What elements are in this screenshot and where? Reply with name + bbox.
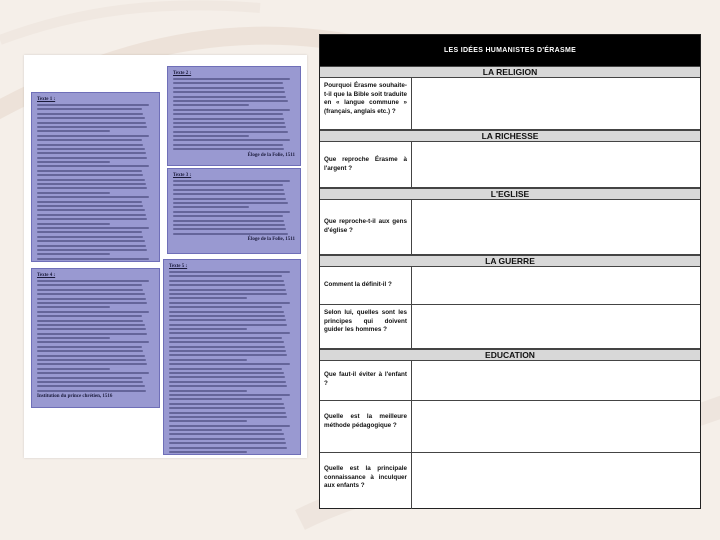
text-line [173, 91, 285, 93]
text-line [37, 187, 147, 189]
text-line [173, 109, 290, 111]
text-line [169, 341, 284, 343]
text-line [37, 253, 110, 255]
text-line [37, 157, 147, 159]
text-line [169, 306, 282, 308]
text-line [37, 293, 145, 295]
text-line [37, 126, 147, 128]
question-row [320, 361, 700, 401]
text-line [37, 236, 143, 238]
text-line [37, 372, 149, 374]
text-line [37, 209, 145, 211]
text-line [169, 311, 284, 313]
text-line [169, 359, 247, 361]
question-row [320, 453, 700, 509]
text-line [37, 165, 149, 167]
text-line [173, 96, 286, 98]
text-line [169, 398, 282, 400]
text-line [37, 196, 149, 198]
text-line [37, 284, 142, 286]
question-label: Que faut-il éviter à l'enfant ? [320, 361, 412, 400]
text-line [37, 289, 143, 291]
text-line [37, 381, 143, 383]
text-line [37, 341, 149, 343]
text-line [173, 126, 286, 128]
text-line [37, 139, 142, 141]
text-line [37, 174, 143, 176]
text-line [173, 215, 283, 217]
section-heading-eglise: L'EGLISE [320, 188, 700, 200]
text-box-title: Texte 1 : [37, 97, 56, 102]
text-box-source: Institution du prince chrétien, 1516 [37, 394, 113, 400]
text-line [37, 280, 149, 282]
text-line [169, 425, 290, 427]
text-line [173, 87, 284, 89]
text-line [173, 148, 284, 150]
text-box-body [173, 78, 295, 150]
text-line [37, 377, 142, 379]
text-line [37, 152, 146, 154]
text-line [173, 78, 290, 80]
text-line [173, 118, 284, 120]
text-line [173, 202, 288, 204]
text-box-3 [167, 168, 301, 254]
text-line [37, 205, 143, 207]
text-line [173, 184, 283, 186]
text-line [169, 420, 247, 422]
text-line [173, 211, 290, 213]
text-line [169, 403, 284, 405]
text-line [173, 189, 284, 191]
text-line [169, 385, 287, 387]
text-line [169, 346, 285, 348]
text-box-title: Texte 4 : [37, 273, 56, 278]
text-line [37, 390, 146, 392]
section-heading-richesse: LA RICHESSE [320, 130, 700, 142]
text-line [37, 218, 147, 220]
source-texts-document [24, 55, 307, 458]
answer-area[interactable] [412, 361, 700, 400]
text-line [173, 104, 249, 106]
question-label: Que reproche-t-il aux gens d'église ? [320, 200, 412, 254]
text-line [169, 297, 247, 299]
text-line [37, 223, 110, 225]
text-line [169, 390, 247, 392]
text-line [37, 258, 149, 260]
text-line [37, 240, 145, 242]
text-line [37, 328, 146, 330]
text-line [169, 337, 282, 339]
question-label: Que reproche Érasme à l'argent ? [320, 142, 412, 187]
text-line [37, 355, 145, 357]
text-box-title: Texte 2 : [173, 71, 192, 76]
text-line [37, 148, 145, 150]
text-box-title: Texte 5 : [169, 264, 188, 269]
question-row [320, 78, 700, 130]
text-line [173, 131, 288, 133]
text-line [169, 368, 282, 370]
text-line [173, 228, 286, 230]
text-line [37, 350, 143, 352]
text-line [173, 220, 284, 222]
text-line [173, 193, 285, 195]
text-line [37, 192, 110, 194]
worksheet [319, 34, 701, 509]
answer-area[interactable] [412, 142, 700, 187]
text-line [37, 130, 110, 132]
section-heading-guerre: LA GUERRE [320, 255, 700, 267]
text-line [173, 113, 283, 115]
text-line [169, 332, 290, 334]
question-row [320, 305, 700, 349]
text-line [173, 139, 290, 141]
text-line [169, 394, 290, 396]
text-box-2 [167, 66, 301, 166]
text-line [169, 302, 290, 304]
text-line [37, 135, 149, 137]
question-label: Selon lui, quelles sont les principes qui doivent guider les hommes ? [320, 305, 412, 348]
text-line [37, 214, 146, 216]
text-line [169, 438, 285, 440]
text-line [37, 363, 147, 365]
text-line [169, 289, 286, 291]
text-box-4 [31, 268, 160, 408]
text-box-source: Éloge de la Folie, 1511 [247, 152, 295, 158]
text-box-title: Texte 3 : [173, 173, 192, 178]
section-heading-education: EDUCATION [320, 349, 700, 361]
answer-area[interactable] [412, 200, 700, 254]
text-line [37, 231, 142, 233]
text-line [169, 293, 287, 295]
text-box-body [37, 280, 154, 392]
text-line [37, 249, 147, 251]
text-box-source: Éloge de la Folie, 1511 [247, 237, 295, 243]
text-box-5 [163, 259, 301, 455]
text-line [37, 179, 145, 181]
text-line [37, 122, 146, 124]
text-line [173, 233, 288, 235]
answer-area[interactable] [412, 78, 700, 129]
text-line [173, 198, 286, 200]
text-line [173, 180, 290, 182]
question-row [320, 267, 700, 305]
text-line [169, 328, 247, 330]
text-box-1 [31, 92, 160, 262]
text-line [173, 206, 249, 208]
text-line [37, 320, 143, 322]
text-line [37, 170, 142, 172]
question-label: Comment la définit-il ? [320, 267, 412, 304]
text-line [173, 82, 283, 84]
text-line [37, 245, 146, 247]
text-line [37, 368, 110, 370]
text-line [37, 385, 145, 387]
text-line [169, 363, 290, 365]
section-heading-religion: LA RELIGION [320, 66, 700, 78]
text-line [169, 416, 287, 418]
text-line [169, 447, 287, 449]
question-label: Quelle est la meilleure méthode pédagogique ? [320, 401, 412, 452]
answer-area[interactable] [412, 267, 700, 304]
question-label: Pourquoi Érasme souhaite-t-il que la Bible soit traduite en « langue commune » (français, anglais etc.) ? [320, 78, 412, 129]
text-line [169, 271, 290, 273]
text-line [37, 311, 149, 313]
text-line [173, 144, 283, 146]
text-line [37, 108, 142, 110]
answer-area[interactable] [412, 305, 700, 348]
answer-area[interactable] [412, 453, 700, 509]
question-row [320, 401, 700, 453]
text-line [37, 315, 142, 317]
answer-area[interactable] [412, 401, 700, 452]
text-line [37, 302, 147, 304]
question-label: Quelle est la principale connaissance à inculquer aux enfants ? [320, 453, 412, 509]
question-row [320, 142, 700, 188]
text-line [169, 324, 287, 326]
text-line [169, 407, 285, 409]
text-line [37, 183, 146, 185]
text-box-body [169, 271, 295, 455]
text-line [169, 412, 286, 414]
text-line [169, 284, 285, 286]
text-line [37, 324, 145, 326]
text-line [169, 350, 286, 352]
text-line [169, 372, 284, 374]
text-line [169, 376, 285, 378]
text-line [37, 227, 149, 229]
text-line [169, 451, 247, 453]
text-box-body [173, 180, 295, 235]
text-line [37, 346, 142, 348]
text-line [37, 337, 110, 339]
question-row [320, 200, 700, 255]
text-line [169, 381, 286, 383]
text-line [169, 315, 285, 317]
text-line [173, 135, 249, 137]
text-line [37, 161, 110, 163]
text-line [169, 442, 286, 444]
text-line [37, 201, 142, 203]
text-line [173, 100, 288, 102]
text-line [169, 433, 284, 435]
text-line [37, 333, 147, 335]
text-line [37, 117, 145, 119]
text-line [37, 144, 143, 146]
text-box-body [37, 104, 154, 262]
text-line [169, 275, 282, 277]
text-line [169, 319, 286, 321]
worksheet-title: LES IDÉES HUMANISTES D'ÉRASME [320, 35, 700, 66]
text-line [37, 306, 110, 308]
text-line [37, 113, 143, 115]
text-line [37, 104, 149, 106]
text-line [173, 122, 285, 124]
text-line [37, 359, 146, 361]
text-line [37, 298, 146, 300]
text-line [173, 224, 285, 226]
text-line [169, 429, 282, 431]
text-line [169, 280, 284, 282]
text-line [169, 354, 287, 356]
